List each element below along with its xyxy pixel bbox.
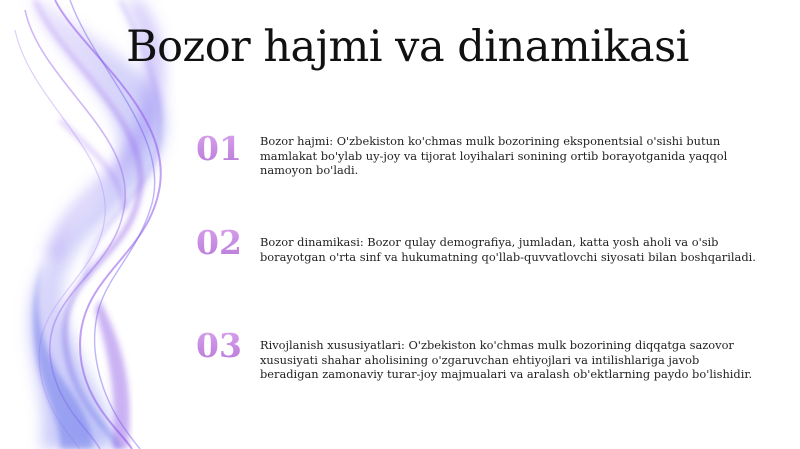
item-number: 03: [196, 328, 254, 364]
item-number: 02: [196, 225, 254, 261]
slide-title: Bozor hajmi va dinamikasi: [126, 22, 689, 72]
item-text: Bozor hajmi: O'zbekiston ko'chmas mulk bozorining eksponentsial o'sishi butun mamlakat bo'ylab uy-joy va tijorat loyihalari sonining ortib borayotganida yaqqol namoyon bo'ladi.: [260, 134, 728, 178]
item-text: Bozor dinamikasi: Bozor qulay demografiya, jumladan, katta yosh aholi va o'sib borayotgan o'rta sinf va hukumatning qo'llab-quvvatlovchi siyosati bilan boshqariladi.: [260, 235, 756, 264]
item-text: Rivojlanish xususiyatlari: O'zbekiston ko'chmas mulk bozorining diqqatga sazovor xususiyati shahar aholisining o'zgaruvchan ehtiyojlari va intilishlariga javob beradigan zamonaviy turar-joy majmualari va aralash ob'ektlarning paydo bo'lishidir.: [260, 338, 753, 382]
item-number: 01: [196, 131, 254, 167]
